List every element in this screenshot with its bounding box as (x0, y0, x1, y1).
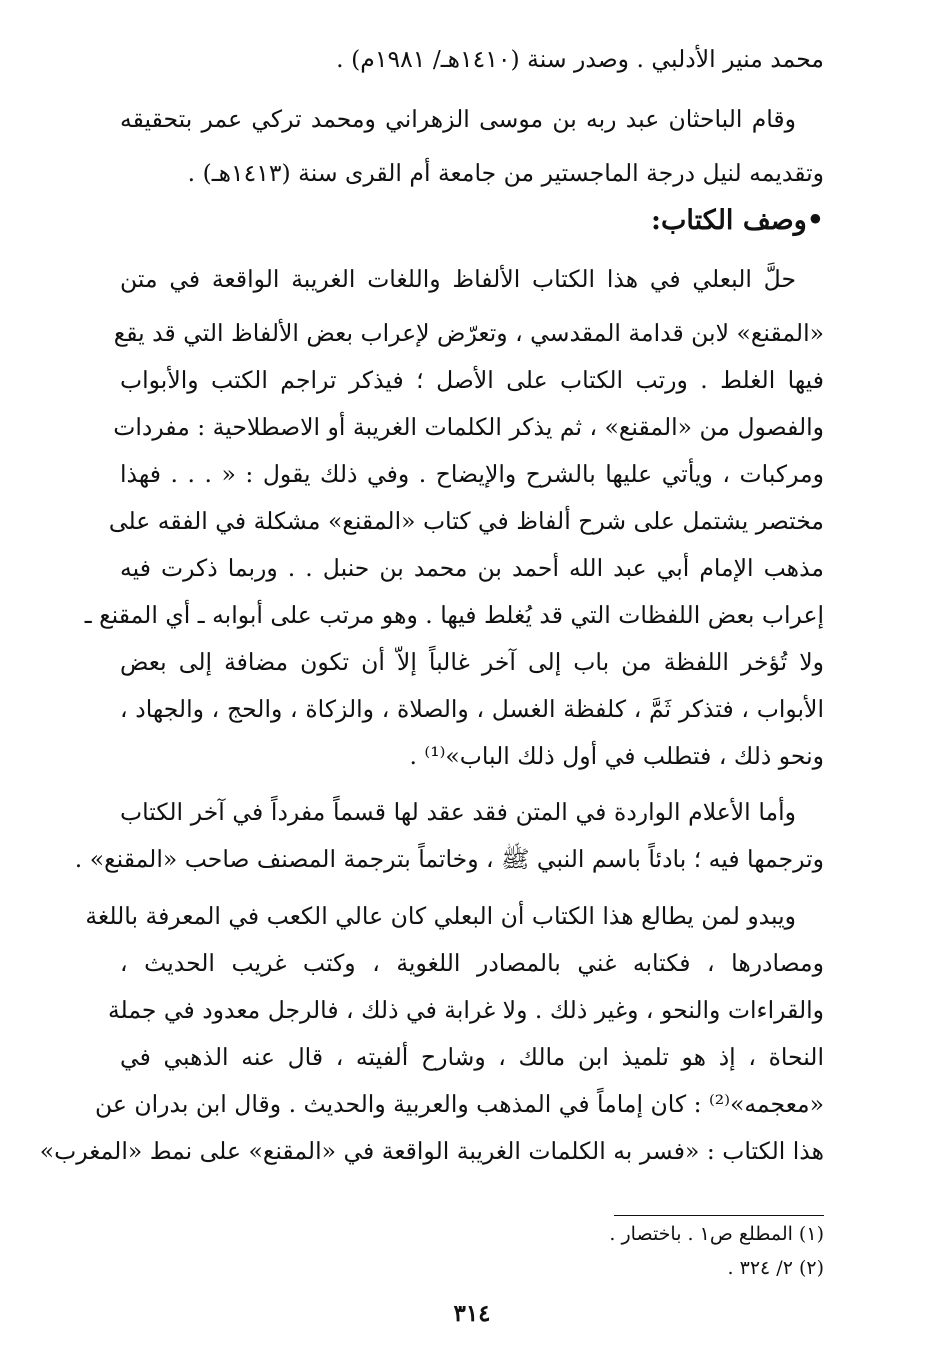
text-line: الأبواب ، فتذكر ثَمَّ ، كلفظة الغسل ، والصلاة ، والزكاة ، والحج ، والجهاد ، (120, 695, 824, 723)
text-line: إعراب بعض اللفظات التي قد يُغلط فيها . وهو مرتب على أبوابه ـ أي المقنع ـ (84, 601, 824, 629)
text-line: فيها الغلط . ورتب الكتاب على الأصل ؛ فيذكر تراجم الكتب والأبواب (120, 366, 824, 394)
text-line: النحاة ، إذ هو تلميذ ابن مالك ، وشارح ألفيته ، قال عنه الذهبي في (120, 1043, 824, 1071)
footnote-separator (614, 1215, 824, 1216)
book-page (39, 35, 824, 1327)
section-heading: •وصف الكتاب: (651, 205, 824, 236)
text-line: «معجمه»⁽²⁾ : كان إماماً في المذهب والعربية والحديث . وقال ابن بدران عن (95, 1090, 824, 1118)
text-line: وقام الباحثان عبد ربه بن موسى الزهراني ومحمد تركي عمر بتحقيقه (120, 105, 796, 133)
text-line: ومصادرها ، فكتابه غني بالمصادر اللغوية ، وكتب غريب الحديث ، (120, 949, 824, 977)
text-line: والقراءات والنحو ، وغير ذلك . ولا غرابة في ذلك ، فالرجل معدود في جملة (107, 996, 824, 1024)
text-line: والفصول من «المقنع» ، ثم يذكر الكلمات الغريبة أو الاصطلاحية : مفردات (113, 413, 824, 441)
page-number: ٣١٤ (453, 1300, 491, 1327)
footnote: (١) المطلع ص١ . باختصار . (609, 1223, 824, 1245)
text-line: مذهب الإمام أبي عبد الله أحمد بن محمد بن حنبل . . وربما ذكرت فيه (120, 554, 824, 582)
footnote: (٢) ٢/ ٣٢٤ . (727, 1257, 824, 1279)
text-line: ومركبات ، ويأتي عليها بالشرح والإيضاح . وفي ذلك يقول : « . . . فهذا (120, 460, 824, 488)
text-line: هذا الكتاب : «فسر به الكلمات الغريبة الواقعة في «المقنع» على نمط «المغرب» (39, 1137, 824, 1165)
text-line: وترجمها فيه ؛ بادئاً باسم النبي ﷺ ، وخاتماً بترجمة المصنف صاحب «المقنع» . (74, 845, 824, 873)
text-line: ونحو ذلك ، فتطلب في أول ذلك الباب»⁽¹⁾ . (409, 742, 824, 770)
text-line: ويبدو لمن يطالع هذا الكتاب أن البعلي كان عالي الكعب في المعرفة باللغة (85, 902, 796, 930)
text-line: ولا تُؤخر اللفظة من باب إلى آخر غالباً إلاّ أن تكون مضافة إلى بعض (120, 648, 824, 676)
text-line: حلَّ البعلي في هذا الكتاب الألفاظ واللغات الغريبة الواقعة في متن (120, 265, 796, 293)
text-line: مختصر يشتمل على شرح ألفاظ في كتاب «المقنع» مشكلة في الفقه على (108, 507, 824, 535)
text-line: وأما الأعلام الواردة في المتن فقد عقد لها قسماً مفرداً في آخر الكتاب (120, 798, 796, 826)
text-line: محمد منير الأدلبي . وصدر سنة (١٤١٠هـ/ ١٩٨١م) . (336, 45, 824, 73)
text-line: وتقديمه لنيل درجة الماجستير من جامعة أم القرى سنة (١٤١٣هـ) . (187, 159, 824, 187)
text-line: «المقنع» لابن قدامة المقدسي ، وتعرّض لإعراب بعض الألفاظ التي قد يقع (113, 319, 824, 347)
